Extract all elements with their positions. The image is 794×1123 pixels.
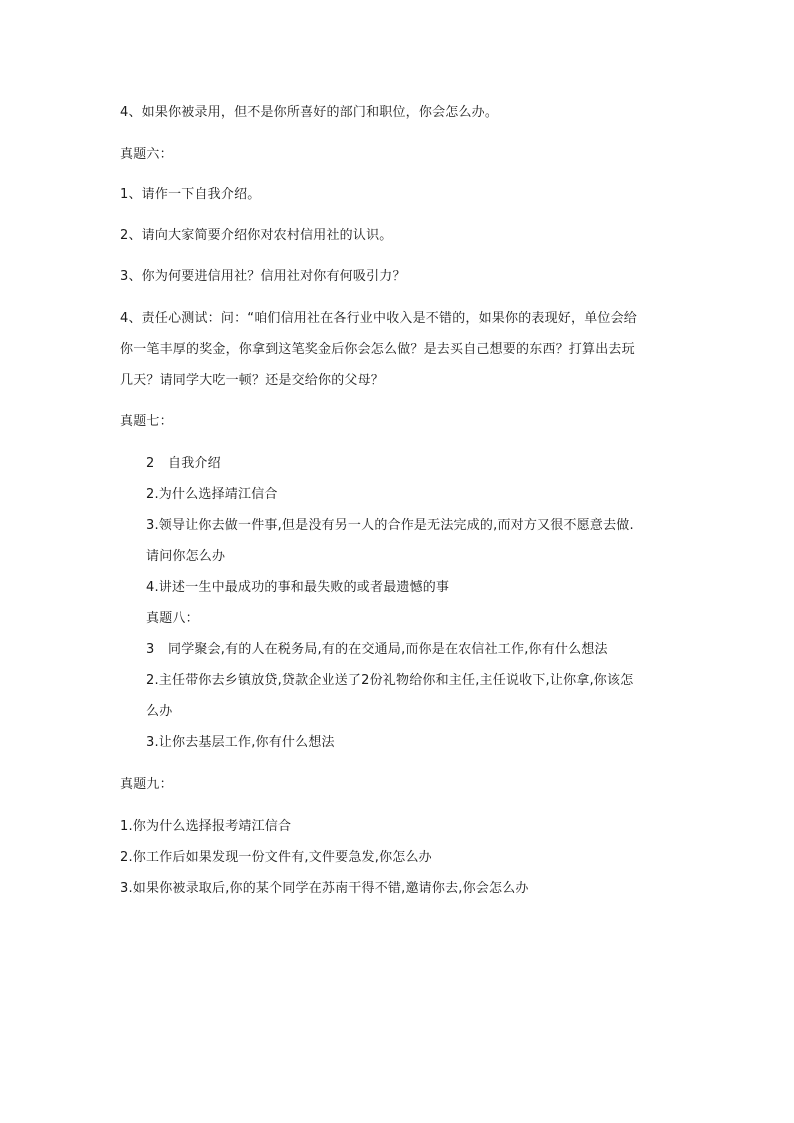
question-item: 3.领导让你去做一件事,但是没有另一人的合作是无法完成的,而对方又很不愿意去做. [146, 518, 634, 533]
question-item: 2.为什么选择靖江信合 [146, 487, 278, 502]
question-item: 3、你为何要进信用社？信用社对你有何吸引力？ [120, 269, 406, 284]
section-heading: 真题八： [146, 611, 199, 626]
question-item: 自我介绍 [168, 456, 221, 471]
question-item: 同学聚会,有的人在税务局,有的在交通局,而你是在农信社工作,你有什么想法 [168, 642, 608, 657]
question-item-continuation: 么办 [146, 704, 173, 719]
question-item: 1、请作一下自我介绍。 [120, 187, 261, 202]
question-item: 4.讲述一生中最成功的事和最失败的或者最遗憾的事 [146, 580, 450, 595]
question-item-continuation: 请问你怎么办 [146, 549, 226, 564]
question-item: 2、请向大家简要介绍你对农村信用社的认识。 [120, 228, 393, 243]
question-item: 2.你工作后如果发现一份文件有,文件要急发,你怎么办 [120, 850, 432, 865]
question-item: 3.如果你被录取后,你的某个同学在苏南干得不错,邀请你去,你会怎么办 [120, 881, 529, 896]
question-item: 2.主任带你去乡镇放贷,贷款企业送了2份礼物给你和主任,主任说收下,让你拿,你该怎 [146, 673, 634, 688]
question-number: 3 [146, 642, 155, 657]
section-heading: 真题九： [120, 777, 173, 792]
question-number: 2 [146, 456, 155, 471]
question-item-continuation: 几天？请同学大吃一顿？还是交给你的父母？ [120, 373, 385, 388]
question-item: 4、如果你被录用，但不是你所喜好的部门和职位，你会怎么办。 [120, 105, 499, 120]
section-heading: 真题六： [120, 147, 173, 162]
section-heading: 真题七： [120, 414, 173, 429]
question-item: 4、责任心测试：问：“咱们信用社在各行业中收入是不错的，如果你的表现好，单位会给 [120, 311, 638, 326]
question-item: 1.你为什么选择报考靖江信合 [120, 819, 292, 834]
question-item: 3.让你去基层工作,你有什么想法 [146, 735, 335, 750]
question-item-continuation: 你一笔丰厚的奖金，你拿到这笔奖金后你会怎么做？是去买自己想要的东西？打算出去玩 [120, 342, 635, 357]
